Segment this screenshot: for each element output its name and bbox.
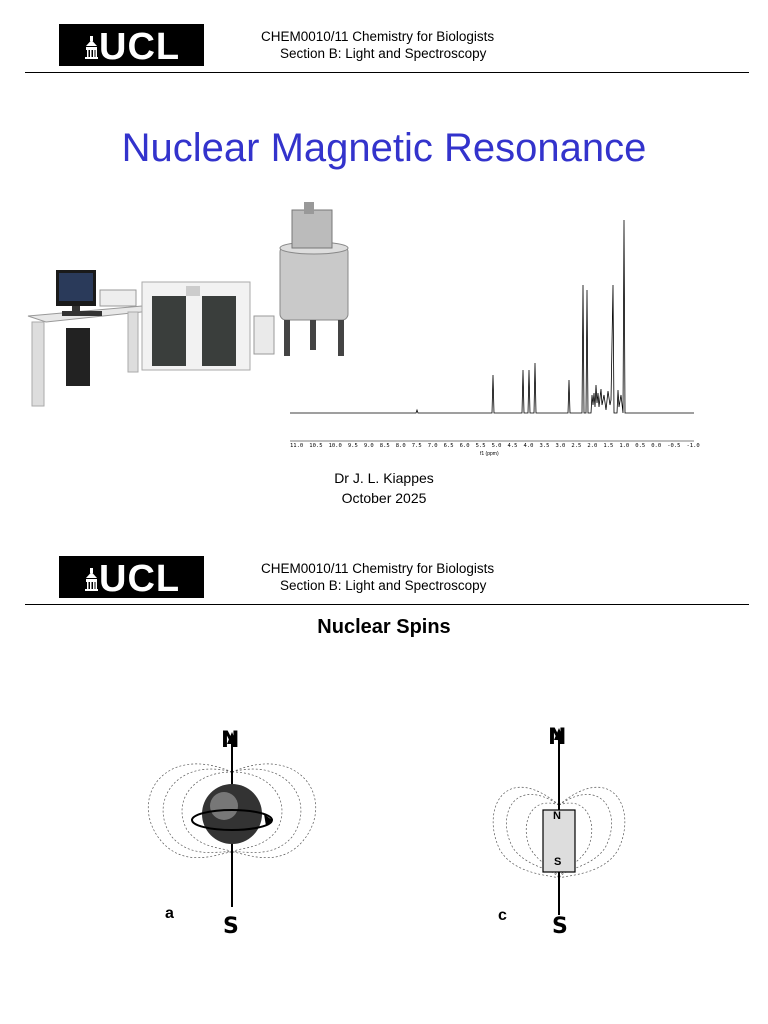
spectrum-tick-label: 4.0 [523,443,534,449]
spectrum-tick-label: 8.0 [395,443,406,449]
south-pole-label-a: S [223,914,239,939]
spectrum-tick-label: 10.5 [309,443,323,449]
north-pole-label-a: N [221,728,240,753]
slide-title: Nuclear Magnetic Resonance [121,126,647,170]
spectrum-tick-label: 0.0 [651,443,662,449]
spectrum-tick-label: 3.0 [555,443,566,449]
spectrum-tick-label: 8.5 [379,443,390,449]
nmr-spectrum [288,215,698,455]
course-header [261,560,494,594]
portico-icon [59,556,99,598]
spectrum-tick-label: 5.0 [491,443,502,449]
header-divider [25,72,749,73]
figure-label-c: c [498,907,507,924]
spectrum-tick-label: 1.5 [603,443,614,449]
spectrum-tick-label: 9.5 [347,443,358,449]
figure-label-a: a [165,905,174,922]
spectrum-tick-label: 11.0 [290,443,304,449]
spectrum-tick-label: -0.5 [667,443,681,449]
header-divider [25,604,749,605]
spectrum-axis-label: f1 (ppm) [480,451,499,457]
course-title: CHEM0010/11 Chemistry for Biologists [261,29,495,44]
spectrum-tick-label: 6.0 [459,443,470,449]
inner-south-label: S [554,856,562,868]
spectrum-tick-label: 5.5 [475,443,486,449]
spectrum-tick-label: 10.0 [328,443,342,449]
slide-2 [0,512,768,1024]
spectrum-tick-label: 4.5 [507,443,518,449]
logo-text: UCL [99,558,181,600]
spectrum-tick-label: 1.0 [619,443,630,449]
spectrum-tick-label: 0.5 [635,443,646,449]
presentation-date: October 2025 [341,490,427,506]
ucl-logo [59,24,204,66]
course-section: Section B: Light and Spectroscopy [280,46,487,61]
south-pole-label-c: S [552,914,568,939]
spectrum-tick-label: 6.5 [443,443,454,449]
spectrum-tick-label: -1.0 [686,443,700,449]
ucl-logo [59,556,204,598]
author-block [0,468,768,508]
spectrum-tick-label: 3.5 [539,443,550,449]
spectrum-tick-label: 7.0 [427,443,438,449]
course-title: CHEM0010/11 Chemistry for Biologists [261,561,495,576]
spectrum-tick-label: 2.5 [571,443,582,449]
slide-title: Nuclear Spins [317,616,451,638]
portico-icon [59,24,99,66]
author-name: Dr J. L. Kiappes [334,470,434,486]
spectrum-tick-label: 2.0 [587,443,598,449]
course-section: Section B: Light and Spectroscopy [280,578,487,593]
spectrum-tick-label: 7.5 [411,443,422,449]
logo-text: UCL [99,26,181,68]
inner-north-label: N [553,810,561,822]
course-header [261,28,494,62]
spectrum-axis-ticks [290,443,700,449]
spectrum-tick-label: 9.0 [363,443,374,449]
north-pole-label-c: N [548,725,567,750]
